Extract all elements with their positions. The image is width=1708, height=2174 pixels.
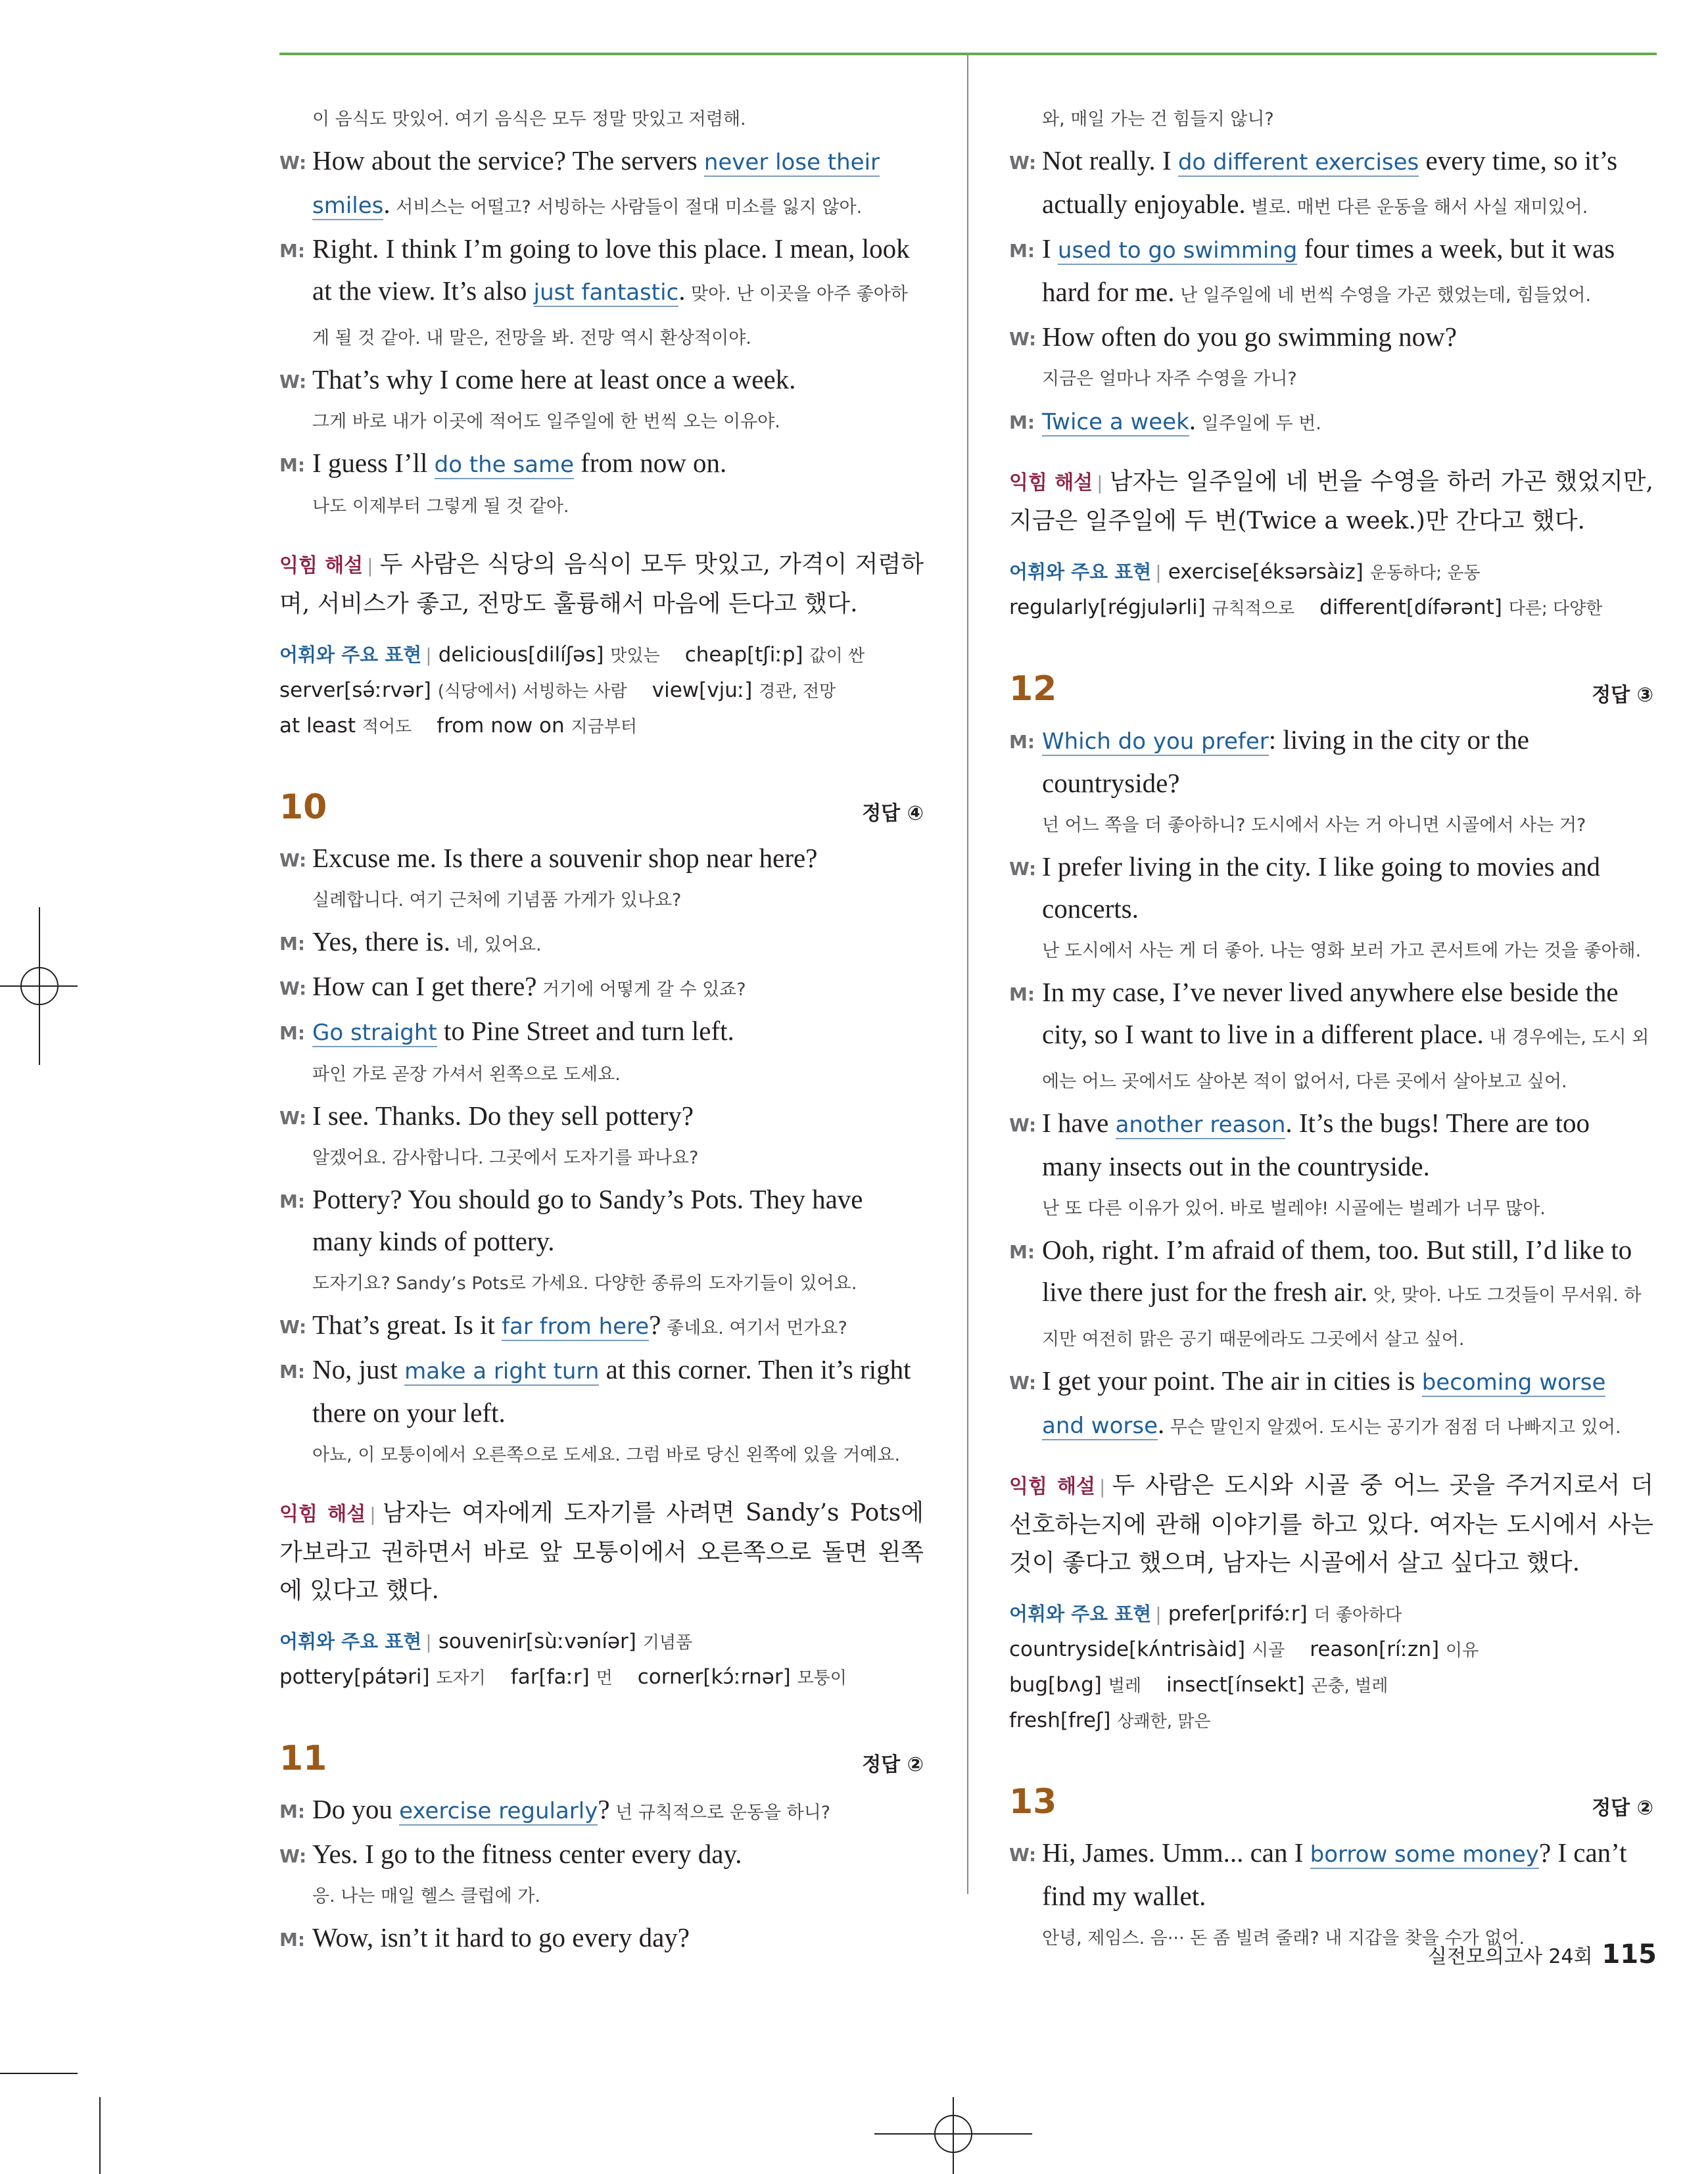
translation-line: 아뇨, 이 모퉁이에서 오른쪽으로 도세요. 그럼 바로 당신 왼쪽에 있을 거예요. <box>312 1445 901 1465</box>
translation-inline: 내 경우에는, 도시 외에는 어느 곳에서도 살아본 적이 없어서, 다른 곳에서 살아보고 싶어. <box>1042 1028 1649 1092</box>
vocab-entry <box>511 1665 613 1689</box>
question-header-11 <box>279 1734 924 1786</box>
dialogue-line <box>1009 846 1653 930</box>
vocab-entry <box>1319 596 1602 619</box>
vocab-row <box>279 673 924 709</box>
vocab-word: countryside[kʌ́ntrisàid] <box>1009 1638 1246 1661</box>
vocab-meaning: 상쾌한, 맑은 <box>1117 1712 1211 1732</box>
dialogue-text: I prefer living in the city. I like going to movies and concerts. <box>1042 851 1601 924</box>
explanation: 익힘 해설 | 두 사람은 도시와 시골 중 어느 곳을 주거지로서 더 선호하는지에 관해 이야기를 하고 있다. 여자는 도시에서 사는 것이 좋다고 했으며, 남자는 시골에서 살고 싶다고 했다. <box>1009 1472 1653 1576</box>
dialogue-text: ? I can’t find my wallet. <box>1042 1837 1627 1911</box>
vocab-meaning: 이유 <box>1445 1641 1479 1661</box>
vocab-meaning: 적어도 <box>362 717 412 737</box>
vocab-word: cheap[tʃiːp] <box>684 643 803 667</box>
translation-line: 이 음식도 맛있어. 여기 음식은 모두 정말 맛있고 저렴해. <box>312 109 746 130</box>
dialogue-10 <box>279 838 924 1476</box>
dialogue-line <box>1009 719 1653 805</box>
separator: | <box>425 644 432 666</box>
page-number: 115 <box>1601 1939 1657 1970</box>
registration-mark-left <box>0 907 79 1065</box>
vocab-entry <box>1009 1709 1211 1732</box>
dialogue-line <box>279 838 924 880</box>
vocab-meaning: 시골 <box>1252 1641 1285 1661</box>
speaker-label: W: <box>1009 328 1037 350</box>
dialogue-line <box>279 1917 924 1959</box>
translation-inline: 난 일주일에 네 번씩 수영을 가곤 했었는데, 힘들었어. <box>1174 285 1592 306</box>
vocab-entry <box>685 643 865 667</box>
vocab-word: at least <box>279 714 356 738</box>
translation-line: 파인 가로 곧장 가셔서 왼쪽으로 도세요. <box>312 1064 621 1085</box>
blank-answer: do the same <box>434 452 574 478</box>
vocab-row <box>1009 555 1653 590</box>
dialogue-line <box>279 359 924 401</box>
dialogue-text: I have <box>1042 1108 1116 1138</box>
speaker-label: M: <box>1009 1241 1035 1263</box>
dialogue-text: Do you <box>312 1794 400 1824</box>
explanation-label: 익힘 해설 <box>1009 471 1093 494</box>
speaker-label: M: <box>1009 731 1035 753</box>
answer-label: 정답 ④ <box>862 802 924 825</box>
explanation-text: 두 사람은 식당의 음식이 모두 맛있고, 가격이 저렴하며, 서비스가 좋고, 전망도 훌륭해서 마음에 든다고 했다. <box>279 551 924 617</box>
dialogue-text: How often do you go swimming now? <box>1042 321 1457 352</box>
dialogue-line <box>1009 972 1653 1102</box>
blank-answer: Which do you prefer <box>1042 728 1269 755</box>
vocab-meaning: 기념품 <box>642 1633 693 1653</box>
explanation: 익힘 해설 | 남자는 여자에게 도자기를 사려면 Sandy’s Pots에 가보라고 권하면서 바로 앞 모퉁이에서 오른쪽으로 돌면 왼쪽에 있다고 했다. <box>279 1500 924 1604</box>
vocab-row <box>1009 1703 1653 1739</box>
dialogue-text: every time, so it’s actually enjoyable. <box>1042 145 1618 219</box>
translation-line: 넌 어느 쪽을 더 좋아하니? 도시에서 사는 거 아니면 시골에서 사는 거? <box>1042 815 1586 836</box>
answer-label: 정답 ② <box>862 1753 924 1776</box>
blank-answer: used to go swimming <box>1057 237 1298 264</box>
speaker-label: W: <box>1009 1844 1037 1866</box>
explanation-label: 익힘 해설 <box>279 554 364 577</box>
translation-line: 와, 매일 가는 건 힘들지 않니? <box>1042 109 1274 130</box>
dialogue-line <box>1009 1832 1653 1918</box>
speaker-label: W: <box>279 1845 307 1867</box>
dialogue-line <box>279 1349 924 1434</box>
dialogue-text: Pottery? You should go to Sandy’s Pots. They have many kinds of pottery. <box>312 1184 863 1256</box>
dialogue-text: I get your point. The air in cities is <box>1042 1365 1422 1396</box>
question-number: 10 <box>279 788 327 827</box>
speaker-label: M: <box>279 1022 306 1044</box>
vocab-meaning: 다른; 다양한 <box>1508 599 1603 619</box>
translation-line: 알겠어요. 감사합니다. 그곳에서 도자기를 파나요? <box>312 1148 699 1168</box>
blank-answer: Go straight <box>312 1020 437 1046</box>
vocab-word: view[vjuː] <box>652 678 753 702</box>
translation-inline: 서비스는 어떨고? 서빙하는 사람들이 절대 미소를 잃지 않아. <box>390 197 863 218</box>
dialogue-line <box>279 1833 924 1876</box>
dialogue-text: four times a week, but it was hard for me. <box>1042 233 1615 307</box>
speaker-label: W: <box>1009 152 1037 174</box>
vocab-entry <box>638 1665 847 1689</box>
explanation-label: 익힘 해설 <box>279 1503 366 1526</box>
speaker-label: W: <box>279 152 307 174</box>
vocab-word: delicious[dilíʃəs] <box>438 643 604 667</box>
vocab-entry <box>1009 1673 1141 1697</box>
vocab-row <box>279 709 924 744</box>
translation-line: 응. 나는 매일 헬스 클럽에 가. <box>312 1886 540 1906</box>
dialogue-text: I see. Thanks. Do they sell pottery? <box>312 1100 694 1131</box>
left-column <box>279 99 924 1959</box>
blank-answer: Twice a week <box>1042 409 1189 435</box>
dialogue-text: How about the service? The servers <box>312 145 704 176</box>
prev-dialogue <box>279 99 924 527</box>
translation-line: 지금은 얼마나 자주 수영을 가니? <box>1042 369 1297 389</box>
vocab-row <box>279 638 924 673</box>
vocab-meaning: (식당에서) 서빙하는 사람 <box>437 682 627 701</box>
vocab-word: far[faːr] <box>510 1665 590 1689</box>
translation-inline: 일주일에 두 번. <box>1196 414 1321 434</box>
dialogue-text: Ooh, right. I’m afraid of them, too. But still, I’d like to live there just for the fresh air. <box>1042 1235 1632 1307</box>
vocab-word: from now on <box>437 714 565 738</box>
vocab-row <box>279 1660 924 1695</box>
vocab-word: souvenir[sùːvəníər] <box>438 1630 636 1653</box>
speaker-label: M: <box>279 240 306 262</box>
dialogue-line <box>279 1179 924 1263</box>
dialogue-line <box>1009 1102 1653 1188</box>
vocabulary <box>1009 555 1653 626</box>
blank-answer: becoming worse and worse <box>1042 1369 1606 1439</box>
vocab-word: pottery[pátəri] <box>279 1665 430 1689</box>
dialogue-text: from now on. <box>574 448 727 478</box>
dialogue-line <box>1009 1360 1653 1448</box>
translation-inline: 별로. 매번 다른 운동을 해서 사실 재미있어. <box>1245 197 1588 218</box>
right-column <box>1009 99 1653 1959</box>
blank-answer: never lose their smiles <box>312 149 880 219</box>
separator: | <box>425 1631 432 1653</box>
vocab-entry <box>1166 1673 1388 1697</box>
dialogue-text: How can I get there? <box>312 971 537 1001</box>
dialogue-text: I <box>1042 233 1058 264</box>
explanation-label: 익힘 해설 <box>1009 1475 1095 1498</box>
dialogue-line <box>279 442 924 486</box>
dialogue-text: at this corner. Then it’s right there on your left. <box>312 1354 911 1428</box>
translation-line: 실례합니다. 여기 근처에 기념품 가게가 있나요? <box>312 890 682 910</box>
translation-line: 난 도시에서 사는 게 더 좋아. 나는 영화 보러 가고 콘서트에 가는 것을 좋아해. <box>1042 941 1642 961</box>
question-header-10 <box>279 782 924 835</box>
speaker-label: M: <box>279 1361 306 1382</box>
column-divider <box>967 55 968 1894</box>
dialogue-text: . <box>678 275 686 306</box>
vocab-meaning: 먼 <box>596 1668 613 1688</box>
dialogue-text: . <box>1158 1409 1165 1439</box>
speaker-label: W: <box>1009 1114 1037 1136</box>
vocab-word: server[sə́ːrvər] <box>279 678 431 702</box>
speaker-label: M: <box>279 1801 306 1822</box>
dialogue-text: ? <box>649 1310 661 1340</box>
translation-inline: 넌 규칙적으로 운동을 하니? <box>609 1803 831 1823</box>
vocab-entry <box>439 643 660 667</box>
translation-inline: 무슨 말인지 알겠어. 도시는 공기가 점점 더 나빠지고 있어. <box>1164 1417 1621 1438</box>
speaker-label: M: <box>279 454 306 476</box>
dialogue-text: : living in the city or the countryside? <box>1042 724 1530 798</box>
vocab-meaning: 규칙적으로 <box>1212 599 1295 619</box>
vocab-meaning: 곤충, 벌레 <box>1311 1676 1388 1696</box>
speaker-label: M: <box>279 1191 306 1212</box>
vocab-entry <box>1168 560 1481 584</box>
explanation: 익힘 해설 | 두 사람은 식당의 음식이 모두 맛있고, 가격이 저렴하며, 서비스가 좋고, 전망도 훌륭해서 마음에 든다고 했다. <box>279 551 924 617</box>
question-number: 13 <box>1009 1782 1057 1822</box>
speaker-label: W: <box>279 978 307 999</box>
dialogue-line <box>1009 140 1653 228</box>
vocab-word: reason[ríːzn] <box>1310 1638 1440 1661</box>
vocabulary <box>1009 1597 1653 1739</box>
blank-answer: borrow some money <box>1310 1841 1539 1868</box>
vocab-meaning: 벌레 <box>1108 1676 1141 1696</box>
dialogue-text: . <box>1189 405 1197 435</box>
separator: | <box>1155 561 1162 583</box>
vocab-meaning: 도자기 <box>436 1668 486 1688</box>
translation-inline: 맞아. 난 이곳을 아주 좋아하게 될 것 같아. 내 말은, 전망을 봐. 전망 역시 환상적이야. <box>312 284 908 348</box>
vocab-word: prefer[prifə́ːr] <box>1168 1602 1308 1626</box>
blank-answer: just fantastic <box>533 279 679 306</box>
dialogue-line <box>1009 400 1653 444</box>
dialogue-line <box>1009 316 1653 358</box>
question-number: 11 <box>279 1739 327 1778</box>
speaker-label: W: <box>279 1107 307 1129</box>
explanation: 익힘 해설 | 남자는 일주일에 네 번을 수영을 하러 가곤 했었지만, 지금은 일주일에 두 번(Twice a week.)만 간다고 했다. <box>1009 468 1654 534</box>
vocab-meaning: 경관, 전망 <box>759 682 836 701</box>
dialogue-text: Not really. I <box>1042 145 1178 176</box>
speaker-label: M: <box>279 933 306 955</box>
dialogue-line <box>279 1789 924 1833</box>
speaker-label: W: <box>279 849 307 871</box>
dialogue-line <box>1009 228 1653 316</box>
translation-inline: 네, 있어요. <box>450 935 542 955</box>
dialogue-text: That’s why I come here at least once a week. <box>312 364 796 394</box>
translation-line: 그게 바로 내가 이곳에 적어도 일주일에 한 번씩 오는 이유야. <box>312 412 780 432</box>
question-number: 12 <box>1009 669 1057 709</box>
vocab-entry <box>279 678 627 702</box>
question-header-12 <box>1009 664 1653 717</box>
vocab-word: exercise[éksərsàiz] <box>1168 560 1364 584</box>
vocab-row <box>279 1624 924 1660</box>
dialogue-12 <box>1009 719 1653 1448</box>
vocabulary <box>279 638 924 744</box>
speaker-label: W: <box>1009 1372 1037 1394</box>
speaker-label: M: <box>1009 240 1035 262</box>
vocab-word: regularly[régjulərli] <box>1009 596 1206 619</box>
vocab-entry <box>1168 1602 1402 1626</box>
translation-line: 나도 이제부터 그렇게 될 것 같아. <box>312 496 569 517</box>
dialogue-text: Hi, James. Umm... can I <box>1042 1837 1310 1868</box>
speaker-label: M: <box>1009 983 1035 1005</box>
translation-inline: 앗, 맞아. 나도 그것들이 무서워. 하지만 여전히 맑은 공기 때문에라도 그곳에서 살고 싶어. <box>1042 1285 1642 1350</box>
blank-answer: make a right turn <box>404 1358 600 1384</box>
blank-answer: exercise regularly <box>399 1798 598 1824</box>
dialogue-line <box>279 966 924 1010</box>
vocab-row <box>1009 1668 1653 1703</box>
vocab-entry <box>1310 1638 1479 1661</box>
dialogue-11 <box>279 1789 924 1959</box>
dialogue-text: I guess I’ll <box>312 448 435 478</box>
dialogue-text: . <box>383 189 391 219</box>
speaker-label: W: <box>1009 858 1037 880</box>
vocab-entry <box>1009 596 1294 619</box>
vocab-meaning: 값이 싼 <box>809 646 865 666</box>
dialogue-text: . It’s the bugs! There are too many insects out in the countryside. <box>1042 1108 1590 1181</box>
dialogue-text: In my case, I’ve never lived anywhere else beside the city, so I want to live in a different place. <box>1042 977 1619 1049</box>
vocab-word: bug[bʌg] <box>1009 1673 1102 1697</box>
vocab-word: different[dífərənt] <box>1319 596 1502 619</box>
separator: | <box>1155 1603 1162 1625</box>
vocab-entry <box>652 678 836 702</box>
blank-answer: far from here <box>502 1313 650 1340</box>
dialogue-text: Wow, isn’t it hard to go every day? <box>312 1922 690 1952</box>
vocab-row <box>1009 590 1653 626</box>
crop-mark-bottom-left <box>0 2071 105 2174</box>
translation-inline: 거기에 어떻게 갈 수 있죠? <box>536 980 746 1000</box>
vocab-entry <box>279 1665 486 1689</box>
speaker-label: W: <box>279 1316 307 1338</box>
vocabulary <box>279 1624 924 1695</box>
vocab-label: 어휘와 주요 표현 <box>279 1630 422 1653</box>
page-footer <box>1428 1939 1657 1970</box>
vocab-entry <box>279 714 412 738</box>
vocab-label: 어휘와 주요 표현 <box>1009 1603 1152 1625</box>
dialogue-11-continued <box>1009 99 1653 444</box>
explanation-text: 남자는 여자에게 도자기를 사려면 Sandy’s Pots에 가보라고 권하면서 바로 앞 모퉁이에서 오른쪽으로 돌면 왼쪽에 있다고 했다. <box>279 1500 924 1604</box>
vocab-row <box>1009 1632 1653 1668</box>
dialogue-text: Right. I think I’m going to love this place. I mean, look at the view. It’s also <box>312 233 910 306</box>
dialogue-text: Excuse me. Is there a souvenir shop near here? <box>312 843 818 873</box>
vocab-entry <box>437 714 637 738</box>
dialogue-line <box>279 921 924 966</box>
vocab-word: insect[ínsekt] <box>1166 1673 1305 1697</box>
vocab-entry <box>439 1630 692 1653</box>
translation-line: 도자기요? Sandy’s Pots로 가세요. 다양한 종류의 도자기들이 있어요. <box>312 1273 857 1294</box>
speaker-label: M: <box>279 1929 306 1950</box>
answer-label: 정답 ③ <box>1592 684 1653 707</box>
dialogue-text: That’s great. Is it <box>312 1310 502 1340</box>
dialogue-line <box>279 140 924 228</box>
answer-label: 정답 ② <box>1592 1797 1653 1820</box>
vocab-meaning: 더 좋아하다 <box>1314 1605 1402 1625</box>
series-title: 실전모의고사 24회 <box>1427 1945 1593 1968</box>
speaker-label: W: <box>279 371 307 392</box>
vocab-meaning: 맛있는 <box>610 646 660 666</box>
vocab-word: fresh[freʃ] <box>1009 1709 1111 1732</box>
translation-inline: 좋네요. 여기서 먼가요? <box>661 1318 847 1338</box>
dialogue-text: ? <box>598 1794 610 1824</box>
explanation-text: 남자는 일주일에 네 번을 수영을 하러 가곤 했었지만, 지금은 일주일에 두 번(Twice a week.)만 간다고 했다. <box>1009 468 1654 534</box>
dialogue-line <box>279 1010 924 1054</box>
dialogue-line <box>279 1304 924 1349</box>
speaker-label: M: <box>1009 412 1035 433</box>
dialogue-text: to Pine Street and turn left. <box>437 1016 734 1046</box>
explanation-text: 두 사람은 도시와 시골 중 어느 곳을 주거지로서 더 선호하는지에 관해 이야기를 하고 있다. 여자는 도시에서 사는 것이 좋다고 했으며, 남자는 시골에서 살고 싶다고 했다. <box>1009 1472 1653 1576</box>
vocab-meaning: 운동하다; 운동 <box>1369 563 1481 583</box>
dialogue-line <box>279 228 924 359</box>
vocab-label: 어휘와 주요 표현 <box>1009 561 1152 583</box>
dialogue-line <box>279 1095 924 1137</box>
vocab-label: 어휘와 주요 표현 <box>279 644 422 666</box>
vocab-row <box>1009 1597 1653 1632</box>
dialogue-text: Yes. I go to the fitness center every day. <box>312 1839 742 1869</box>
vocab-meaning: 지금부터 <box>571 717 637 737</box>
translation-line: 난 또 다른 이유가 있어. 바로 벌레야! 시골에는 벌레가 너무 많아. <box>1042 1198 1546 1219</box>
vocab-word: corner[kɔ́ːrnər] <box>637 1665 791 1689</box>
dialogue-line <box>1009 1229 1653 1360</box>
dialogue-text: No, just <box>312 1354 405 1384</box>
blank-answer: do different exercises <box>1177 149 1419 176</box>
vocab-meaning: 모퉁이 <box>797 1668 847 1688</box>
vocab-entry <box>1009 1638 1285 1661</box>
dialogue-text: Yes, there is. <box>312 926 450 957</box>
translation-line: 안녕, 제임스. 음··· 돈 좀 빌려 줄래? 내 지갑을 찾을 수가 없어. <box>1042 1928 1525 1949</box>
question-header-13 <box>1009 1777 1653 1830</box>
blank-answer: another reason <box>1115 1112 1286 1138</box>
registration-mark-bottom <box>874 2097 1032 2174</box>
